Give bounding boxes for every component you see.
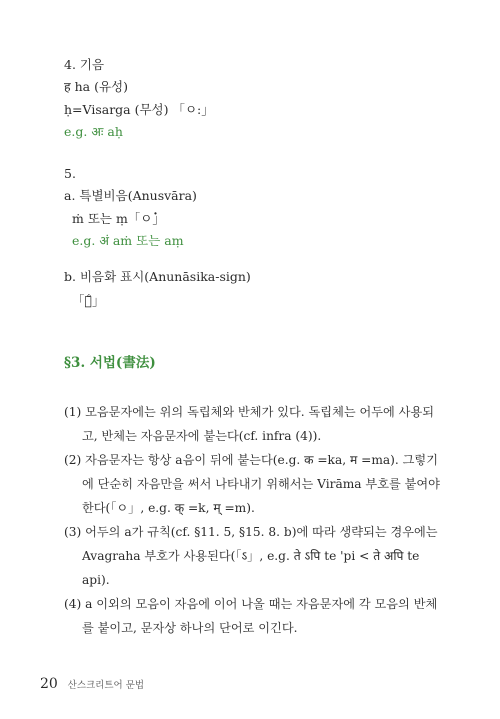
page-footer (40, 676, 144, 692)
section-4-title: 4. 기음 (64, 57, 105, 72)
paragraph-1: (1) 모음문자에는 위의 독립체와 반체가 있다. 독립체는 어두에 사용되고, 반체는 자음문자에 붙는다(cf. infra (4)). (64, 405, 435, 443)
running-title: 산스크리트어 문법 (67, 680, 145, 691)
paragraph-2: (2) 자음문자는 항상 a음이 뒤에 붙는다(e.g. क =ka, म =ma). 그렇기에 단순히 자음만을 써서 나타내기 위해서는 Virāma 부호를 붙여야 한다(「ㅇ」, e.g. क् =k, म् =m). (64, 453, 440, 515)
section-5a-line: ṁ 또는 ṃ「ㅇ̇」 (72, 211, 165, 226)
paragraph-3: (3) 어두의 a가 규칙(cf. §11. 5, §15. 8. b)에 따라 생략되는 경우에는 Avagraha 부호가 사용된다(「ऽ」, e.g. ते ऽपि te 'pi < ते अपि te api). (64, 525, 438, 587)
body-text (64, 400, 446, 640)
section-5a-example: e.g. अं aṁ 또는 aṃ (72, 233, 184, 248)
section-4-line-ha: ह ha (유성) (64, 79, 128, 94)
section-5a-title: a. 특별비음(Anusvāra) (64, 188, 197, 203)
section-5-title: 5. (64, 166, 76, 181)
section-5b-line: 「ㅇ̐」 (72, 293, 105, 308)
section-4-example: e.g. अः aḥ (64, 124, 123, 139)
section-4-line-visarga: ḥ=Visarga (무성) 「ㅇ:」 (64, 102, 214, 117)
page-number: 20 (40, 676, 58, 692)
paragraph-4: (4) a 이외의 모음이 자음에 이어 나올 때는 자음문자에 각 모음의 반체를 붙이고, 문자상 하나의 단어로 이긴다. (64, 597, 438, 635)
section-heading: §3. 서법(書法) (64, 355, 156, 371)
section-5b-title: b. 비음화 표시(Anunāsika-sign) (64, 269, 251, 284)
